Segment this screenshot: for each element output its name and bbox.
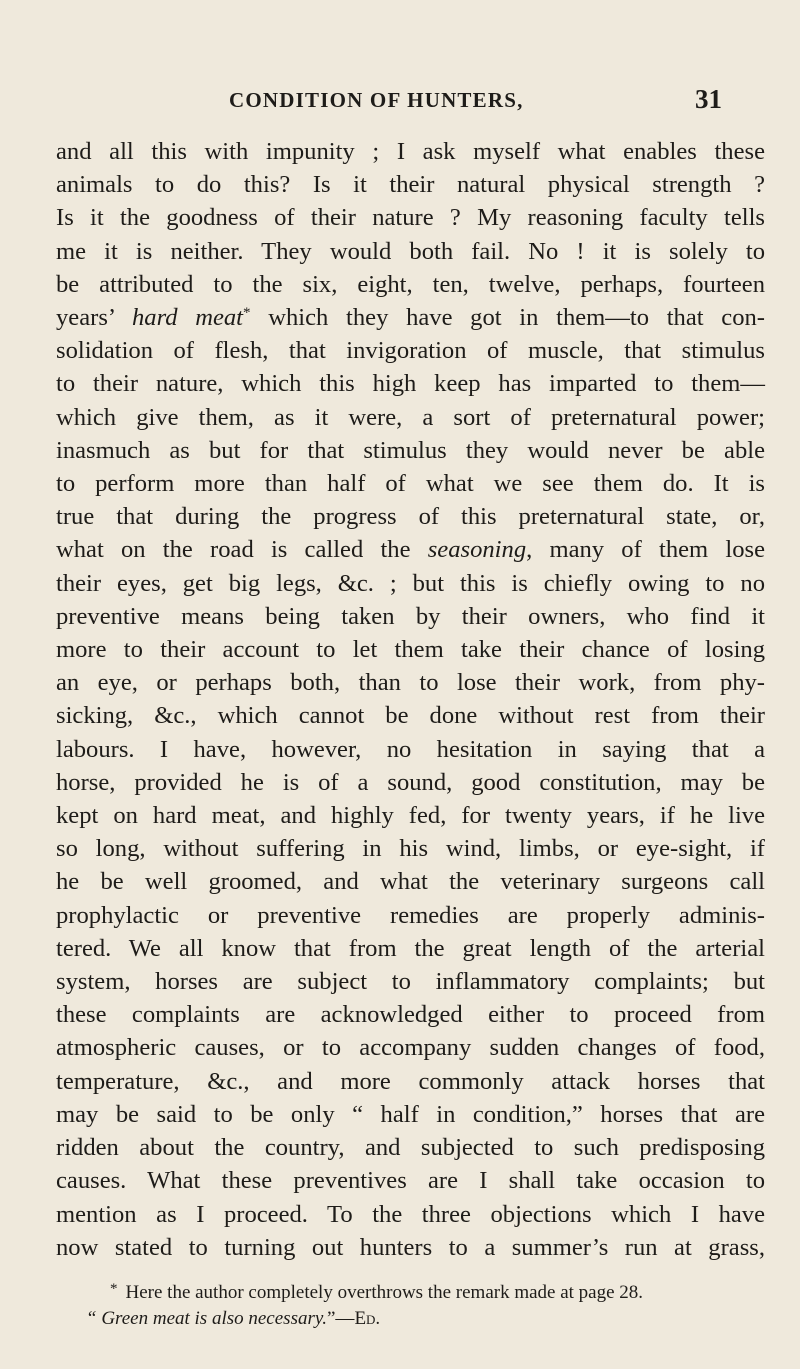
running-head: CONDITION OF HUNTERS,	[229, 88, 524, 112]
text-fragment: what on the road is called the	[56, 536, 411, 564]
text-line: Is it the goodness of their nature ? My reasoning faculty tells	[56, 204, 765, 232]
text-line: me it is neither. They would both fail. No ! it is solely to	[56, 237, 765, 265]
text-line: to perform more than half of what we see them do. It is	[56, 470, 765, 498]
emphasis-seasoning: seasoning	[427, 536, 527, 564]
text-line: so long, without suffering in his wind, limbs, or eye-sight, if	[56, 835, 765, 863]
text-line: he be well groomed, and what the veterinary surgeons call	[56, 868, 765, 896]
emphasis-hard-meat: hard meat	[131, 304, 244, 332]
text-line: solidation of flesh, that invigoration of muscle, that stimulus	[56, 337, 765, 365]
text-line: horse, provided he is of a sound, good constitution, may be	[56, 768, 765, 796]
footnote-quote: “ Green meat is also necessary.	[86, 1308, 327, 1329]
text-line: may be said to be only “ half in condition,” horses that are	[56, 1100, 765, 1128]
text-fragment: years’	[56, 304, 115, 332]
text-line: temperature, &c., and more commonly attack horses that	[56, 1067, 765, 1095]
text-line: which give them, as it were, a sort of preternatural power;	[56, 403, 765, 431]
text-line: true that during the progress of this preternatural state, or,	[56, 503, 765, 531]
text-line: more to their account to let them take their chance of losing	[56, 636, 765, 664]
text-line	[56, 533, 765, 566]
text-line: preventive means being taken by their owners, who find it	[56, 602, 765, 630]
footnote-text: Here the author completely overthrows the remark made at page 28.	[125, 1282, 644, 1303]
text-line: an eye, or perhaps both, than to lose their work, from phy-	[56, 669, 765, 697]
text-line: labours. I have, however, no hesitation in saying that a	[56, 735, 765, 763]
text-line: atmospheric causes, or to accompany sudden changes of food,	[56, 1034, 765, 1062]
text-line: sicking, &c., which cannot be done without rest from their	[56, 702, 765, 730]
text-line: kept on hard meat, and highly fed, for twenty years, if he live	[56, 802, 765, 830]
body-paragraph	[56, 135, 765, 1264]
text-line: inasmuch as but for that stimulus they would never be able	[56, 436, 765, 464]
footnote-line	[86, 1280, 756, 1306]
footnote-text: ”—	[327, 1308, 355, 1329]
footnote-reference: *	[243, 305, 251, 322]
text-line: mention as I proceed. To the three objections which I have	[56, 1200, 765, 1228]
text-line: and all this with impunity ; I ask myself what enables these	[56, 138, 765, 165]
footnote-line	[86, 1306, 756, 1332]
editor-signature: Ed.	[354, 1308, 381, 1329]
text-line: these complaints are acknowledged either to proceed from	[56, 1001, 765, 1029]
footnote	[86, 1280, 756, 1332]
text-line: animals to do this? Is it their natural physical strength ?	[56, 171, 765, 199]
text-fragment: , many of them lose	[526, 536, 765, 564]
text-fragment: which they have got in them—to that con-	[268, 304, 765, 332]
text-line: now stated to turning out hunters to a summer’s run at grass,	[56, 1233, 765, 1261]
text-line	[56, 301, 765, 334]
text-line: tered. We all know that from the great length of the arterial	[56, 934, 765, 962]
text-line: to their nature, which this high keep has imparted to them—	[56, 370, 765, 398]
text-line: causes. What these preventives are I shall take occasion to	[56, 1167, 765, 1195]
text-line: prophylactic or preventive remedies are properly adminis-	[56, 901, 765, 929]
footnote-marker: *	[110, 1281, 118, 1297]
text-line: their eyes, get big legs, &c. ; but this is chiefly owing to no	[56, 569, 765, 597]
text-line: be attributed to the six, eight, ten, twelve, perhaps, fourteen	[56, 270, 765, 298]
text-line: system, horses are subject to inflammatory complaints; but	[56, 968, 765, 996]
page-number: 31	[695, 84, 722, 114]
text-line: ridden about the country, and subjected to such predisposing	[56, 1134, 765, 1162]
